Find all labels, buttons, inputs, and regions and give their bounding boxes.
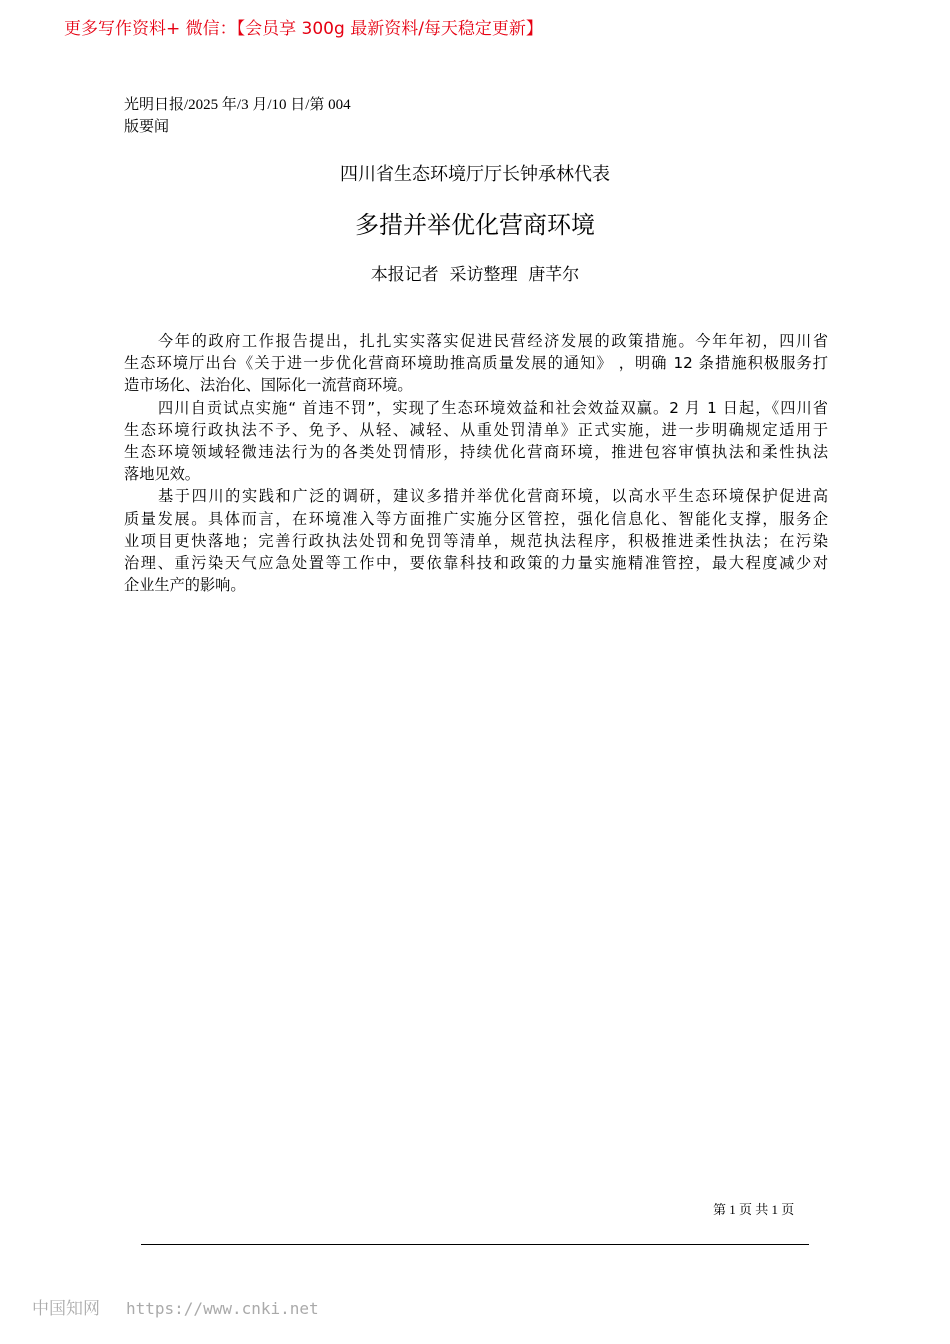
paragraph-line: 质量发展。具体而言，在环境准入等方面推广实施分区管控，强化信息化、智能化支撑，服务企	[124, 509, 828, 528]
paragraph-line: 造市场化、法治化、国际化一流营商环境。	[124, 376, 413, 395]
article-byline	[0, 260, 950, 285]
byline-text: 本报记者 采访整理 唐芊尔	[370, 265, 580, 285]
paragraph-line: 生态环境行政执法不予、免予、从轻、减轻、从重处罚清单》正式实施，进一步明确规定适用于	[124, 420, 828, 439]
paragraph-line: 落地见效。	[124, 465, 200, 484]
article-paragraph	[124, 330, 828, 397]
article-subtitle: 四川省生态环境厅厅长钟承林代表	[340, 164, 610, 185]
paragraph-line: 生态环境厅出台《关于进一步优化营商环境助推高质量发展的通知》 ，明确 12 条措施积极服务打	[124, 354, 828, 373]
paragraph-line: 治理、重污染天气应急处置等工作中，要依靠科技和政策的力量实施精准管控，最大程度减少对	[124, 554, 828, 573]
paragraph-line: 四川自贡试点实施“ 首违不罚”，实现了生态环境效益和社会效益双赢。2 月 1 日起，《四川省	[158, 398, 828, 417]
article-paragraph	[124, 397, 828, 486]
article-title: 多措并举优化营商环境	[355, 211, 595, 239]
article-body	[124, 330, 828, 596]
page-number: 第 1 页 共 1 页	[713, 1202, 795, 1217]
article-paragraph	[124, 485, 828, 596]
paragraph-line: 基于四川的实践和广泛的调研，建议多措并举优化营商环境，以高水平生态环境保护促进高	[158, 487, 828, 506]
footer-divider	[141, 1244, 809, 1245]
paragraph-line: 生态环境领域轻微违法行为的各类处罚情形，持续优化营商环境，推进包容审慎执法和柔性执法	[124, 443, 828, 462]
cnki-url-link[interactable]: https://www.cnki.net	[126, 1299, 319, 1318]
source-meta	[124, 94, 351, 138]
source-line: 光明日报/2025 年/3 月/10 日/第 004	[124, 97, 351, 113]
cnki-logo-text: 中国知网	[32, 1299, 100, 1319]
paragraph-line: 业项目更快落地；完善行政执法处罚和免罚等清单，规范执法程序，积极推进柔性执法；在污染	[124, 531, 828, 550]
footer	[32, 1294, 319, 1319]
promo-banner: 更多写作资料+ 微信：【会员享 300g 最新资料/每天稳定更新】	[64, 19, 543, 39]
paragraph-line: 今年的政府工作报告提出，扎扎实实落实促进民营经济发展的政策措施。今年年初，四川省	[158, 332, 828, 350]
paragraph-line: 企业生产的影响。	[124, 576, 246, 595]
section-label: 版要闻	[124, 119, 170, 135]
